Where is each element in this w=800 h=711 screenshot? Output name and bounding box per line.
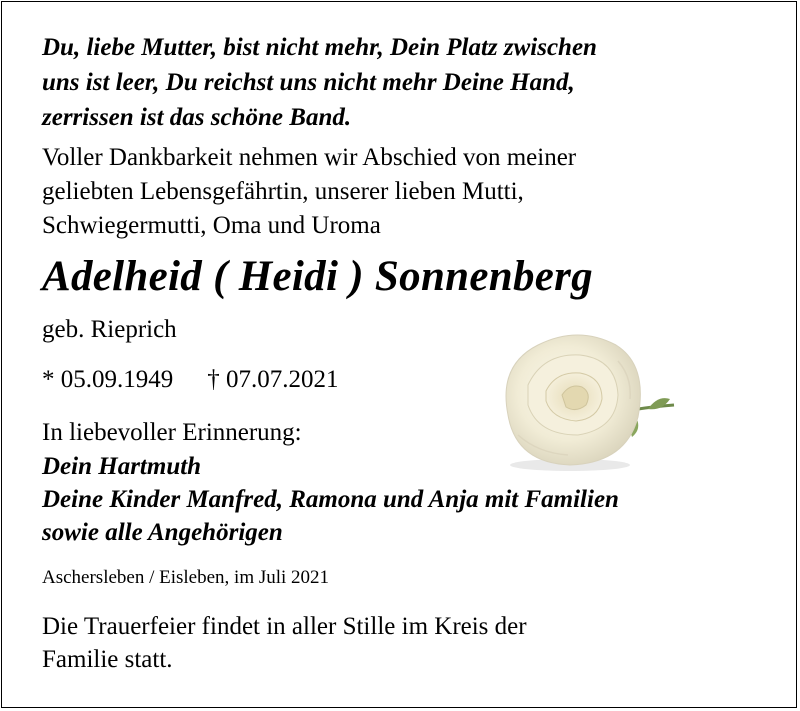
verse-line: uns ist leer, Du reichst uns nicht mehr Deine Hand, bbox=[42, 69, 575, 96]
intro-line: Schwiegermutti, Oma und Uroma bbox=[42, 212, 381, 239]
white-rose-image bbox=[498, 325, 688, 475]
verse-line: zerrissen ist das schöne Band. bbox=[42, 104, 352, 131]
mourner-line: sowie alle Angehörigen bbox=[42, 519, 283, 546]
deceased-name: Adelheid ( Heidi ) Sonnenberg bbox=[42, 253, 593, 300]
place-and-date: Aschersleben / Eisleben, im Juli 2021 bbox=[42, 567, 330, 588]
verse-line: Du, liebe Mutter, bist nicht mehr, Dein Platz zwischen bbox=[42, 34, 597, 61]
funeral-service-note bbox=[42, 610, 772, 676]
intro-text bbox=[42, 141, 772, 243]
memory-heading: In liebevoller Erinnerung: bbox=[42, 419, 302, 446]
mourner-line: Dein Hartmuth bbox=[42, 453, 202, 480]
death-date: † 07.07.2021 bbox=[207, 366, 339, 393]
memorial-verse bbox=[42, 30, 772, 135]
service-line: Familie statt. bbox=[42, 646, 173, 673]
mourner-line: Deine Kinder Manfred, Ramona und Anja mit Familien bbox=[42, 486, 619, 513]
birth-date: * 05.09.1949 bbox=[42, 366, 174, 393]
maiden-name: geb. Rieprich bbox=[42, 316, 177, 343]
intro-line: geliebten Lebensgefährtin, unserer lieben Mutti, bbox=[42, 178, 524, 205]
service-line: Die Trauerfeier findet in aller Stille im Kreis der bbox=[42, 613, 527, 640]
intro-line: Voller Dankbarkeit nehmen wir Abschied von meiner bbox=[42, 144, 577, 171]
